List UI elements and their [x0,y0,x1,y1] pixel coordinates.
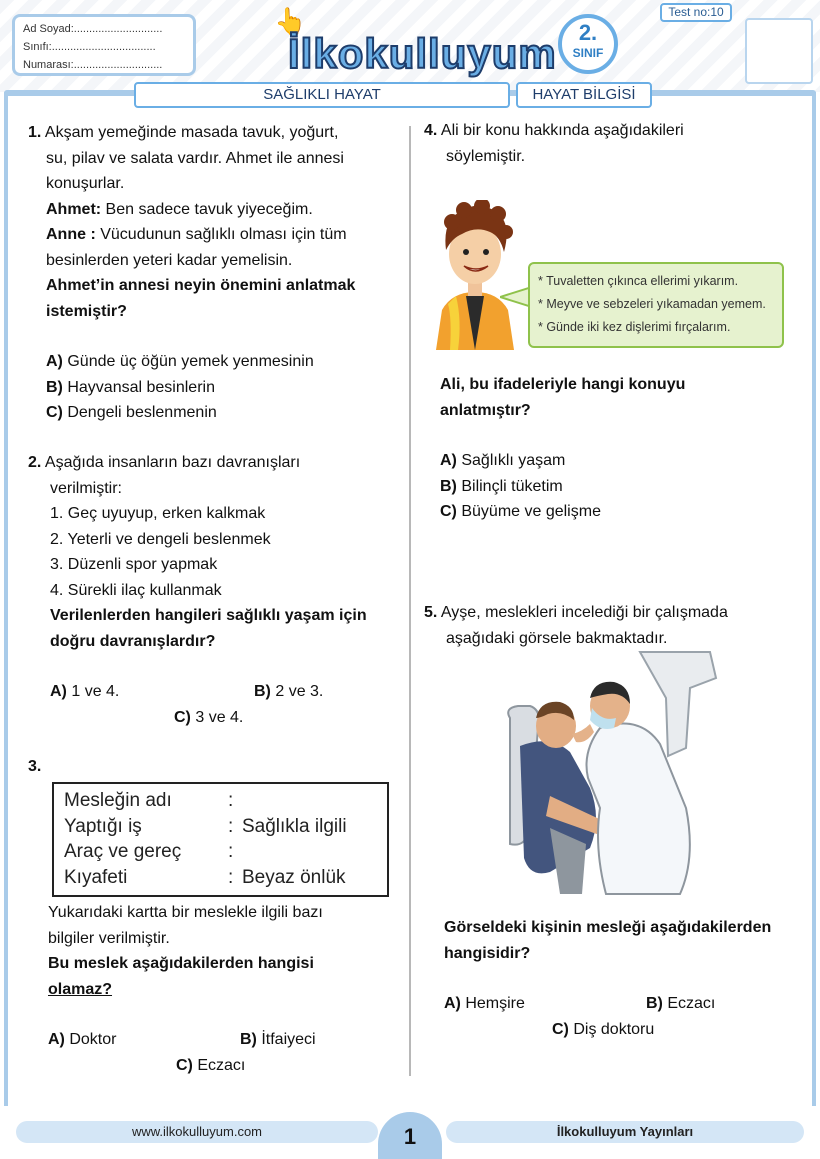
option-b[interactable]: B) İtfaiyeci [240,1031,316,1048]
question-text: Ayşe, meslekleri incelediği bir çalışmada [440,604,728,621]
question-prompt-emphasis: olamaz? [48,980,113,998]
option-b[interactable]: B) Hayvansal besinlerin [46,378,215,396]
question-prompt: Ahmet’in annesi neyin önemini anlatmak [46,277,356,294]
student-info-box [12,14,196,76]
test-number: Test no:10 [660,3,732,22]
column-divider [409,126,411,1076]
option-c[interactable]: C) 3 ve 4. [174,708,244,726]
dentist-illustration [490,648,730,898]
speaker-label: Ahmet: [46,200,102,218]
question-3-number [28,754,41,780]
option-a[interactable]: A) Sağlıklı yaşam [440,452,566,469]
question-prompt: anlatmıştır? [440,401,531,419]
card-row: Araç ve gereç : [64,841,234,862]
option-a[interactable]: A) Doktor [48,1031,117,1048]
option-a[interactable]: A) Günde üç öğün yemek yenmesinin [46,353,314,370]
name-field[interactable]: Ad Soyad:............................. [23,23,163,35]
number-field[interactable]: Numarası:............................. [23,59,163,71]
pointing-hand-icon: 👆 [274,6,307,36]
question-prompt: Görseldeki kişinin mesleği aşağıdakilerden [444,919,772,936]
question-3 [48,900,323,1078]
option-a[interactable]: A) Hemşire [444,995,525,1012]
question-text: Yukarıdaki kartta bir meslekle ilgili bazı [48,904,323,921]
question-text: Aşağıda insanların bazı davranışları [44,454,301,471]
question-text: aşağıdaki görsele bakmaktadır. [446,629,668,647]
class-field[interactable]: Sınıfı:.................................. [23,41,156,53]
website-link[interactable]: www.ilkokulluyum.com [16,1121,378,1143]
subject-title: HAYAT BİLGİSİ [516,82,652,108]
question-4-intro [424,118,684,169]
card-row: Kıyafeti : Beyaz önlük [64,866,346,888]
question-prompt: doğru davranışlardır? [50,632,216,650]
profession-card [52,782,389,897]
publisher-name: İlkokulluyum Yayınları [446,1121,804,1143]
dialog-text: Vücudunun sağlıklı olması için tüm [95,226,347,243]
grade-number: 2. [578,20,598,45]
speaker-label: Anne : [46,226,96,243]
question-prompt: istemiştir? [46,302,127,320]
question-prompt: hangisidir? [444,944,531,962]
question-1 [28,120,355,426]
dialog-text: Ben sadece tavuk yiyeceğim. [101,200,313,218]
brand-name: İlkokulluyum [288,30,557,77]
question-5-intro [424,600,728,651]
card-row: Yaptığı iş : Sağlıkla ilgili [64,815,347,837]
option-b[interactable]: B) Eczacı [646,995,716,1012]
question-text: verilmiştir: [50,479,122,497]
grade-badge [558,14,618,74]
question-text: konuşurlar. [46,175,125,192]
speech-line: * Günde iki kez dişlerimi fırçalarım. [538,320,731,334]
question-5 [444,915,771,1042]
question-number: 3. [28,758,42,775]
page-number: 1 [378,1112,442,1159]
question-text: bilgiler verilmiştir. [48,929,170,947]
question-number: 1. [28,124,42,141]
speech-bubble [528,262,784,348]
question-number: 2. [28,454,42,471]
list-item: 4. Sürekli ilaç kullanmak [50,581,222,599]
question-prompt: Bu meslek aşağıdakilerden hangisi [48,955,314,972]
speech-line: * Meyve ve sebzeleri yıkamadan yemem. [538,297,766,311]
option-b[interactable]: B) Bilinçli tüketim [440,477,563,495]
option-a[interactable]: A) 1 ve 4. [50,683,120,700]
boy-illustration [432,200,518,350]
score-box [745,18,813,84]
question-text: su, pilav ve salata vardır. Ahmet ile annesi [46,149,344,167]
question-2 [28,450,367,730]
dialog-text: besinlerden yeteri kadar yemelisin. [46,251,293,269]
question-text: Akşam yemeğinde masada tavuk, yoğurt, [44,124,339,141]
question-number: 4. [424,122,438,139]
question-number: 5. [424,604,438,621]
list-item: 3. Düzenli spor yapmak [50,556,218,573]
list-item: 2. Yeterli ve dengeli beslenmek [50,530,271,548]
grade-label: SINIF [572,46,604,60]
option-c[interactable]: C) Diş doktoru [552,1020,655,1038]
option-c[interactable]: C) Büyüme ve gelişme [440,503,601,520]
card-row: Mesleğin adı : [64,790,234,811]
option-c[interactable]: C) Dengeli beslenmenin [46,404,217,421]
question-4 [440,372,685,525]
question-text: Ali bir konu hakkında aşağıdakileri [440,122,684,139]
option-c[interactable]: C) Eczacı [176,1056,246,1074]
option-b[interactable]: B) 2 ve 3. [254,683,324,700]
question-prompt: Verilenlerden hangileri sağlıklı yaşam için [50,607,367,624]
brand-logo [272,8,557,80]
list-item: 1. Geç uyuyup, erken kalkmak [50,505,266,522]
question-text: söylemiştir. [446,147,526,165]
question-prompt: Ali, bu ifadeleriyle hangi konuyu [440,376,686,393]
speech-line: * Tuvaletten çıkınca ellerimi yıkarım. [538,274,739,288]
topic-title: SAĞLIKLI HAYAT [134,82,510,108]
